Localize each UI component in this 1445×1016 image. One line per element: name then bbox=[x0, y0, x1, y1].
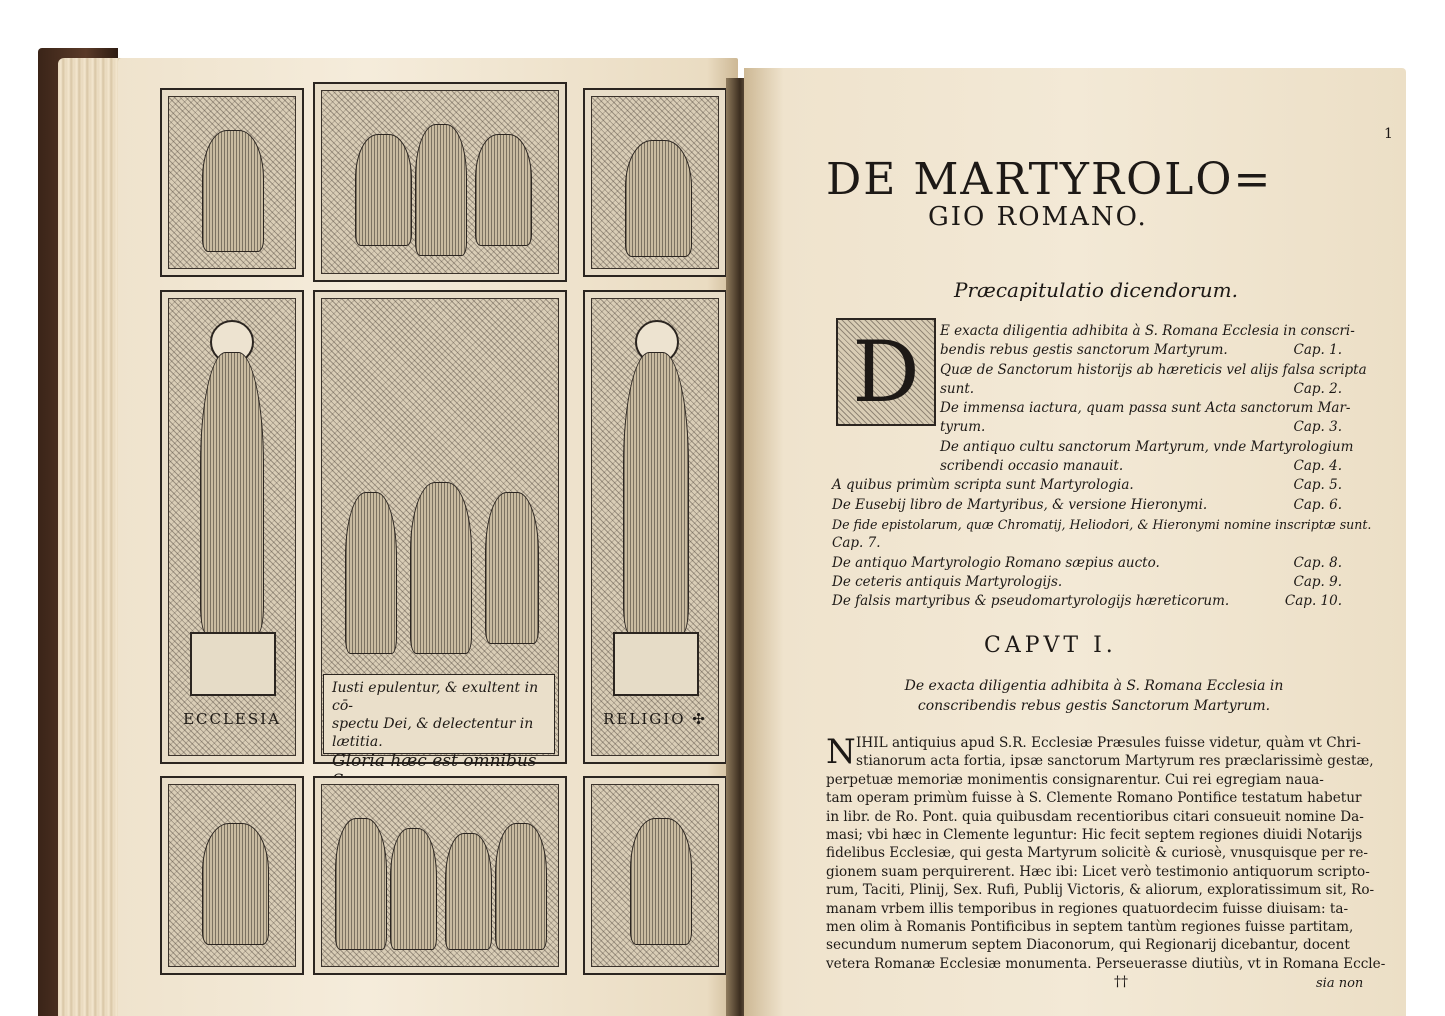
engraving-popes bbox=[313, 776, 567, 975]
right-page-text bbox=[744, 68, 1406, 1016]
engraving-top-right bbox=[583, 88, 727, 277]
title-line-1: DE MARTYROLO= bbox=[826, 154, 1273, 205]
body-line: masi; vbi hæc in Clemente leguntur: Hic fecit septem regiones diuidi Notarijs bbox=[826, 827, 1363, 844]
body-initial: N bbox=[826, 732, 856, 772]
toc-row: E exacta diligentia adhibita à S. Romana Ecclesia in conscri- bbox=[940, 323, 1355, 339]
caption-line: spectu Dei, & delectentur in lætitia. bbox=[332, 716, 534, 750]
body-line: in libr. de Ro. Pont. quia quibusdam recentioribus citari consueuit nomine Da- bbox=[826, 808, 1364, 825]
body-line: tam operam primùm fuisse à S. Clemente Romano Pontifice testatum habetur bbox=[826, 790, 1362, 807]
body-line: manam vrbem illis temporibus in regiones quatuordecim fuisse diuisam: ta- bbox=[826, 900, 1349, 917]
left-page-engravings bbox=[118, 58, 738, 1016]
body-line: IHIL antiquius apud S.R. Ecclesiæ Præsules fuisse videtur, quàm vt Chri- bbox=[856, 735, 1361, 751]
title-line-2: GIO ROMANO. bbox=[928, 202, 1148, 232]
catchword: sia non bbox=[1316, 976, 1364, 991]
engraving-bottom-right bbox=[583, 776, 727, 975]
toc-row: De antiquo cultu sanctorum Martyrum, vnde Martyrologium bbox=[940, 438, 1354, 455]
toc-row: Cap. 7. bbox=[832, 535, 881, 552]
toc-row: De falsis martyribus & pseudomartyrologijs hæreticorum. Cap. 10. bbox=[832, 593, 1342, 610]
engraving-religio bbox=[583, 290, 727, 764]
caption-line: Iusti epulentur, & exultent in cō- bbox=[332, 680, 539, 714]
toc-row: bendis rebus gestis sanctorum Martyrum. Cap. 1. bbox=[940, 342, 1342, 359]
engraving-heavenly-court bbox=[313, 290, 567, 771]
toc-row: De immensa iactura, quam passa sunt Acta sanctorum Mar- bbox=[940, 400, 1351, 417]
subheading: Præcapitulatio dicendorum. bbox=[954, 278, 1238, 302]
engraving-coronation bbox=[313, 82, 567, 282]
signature-mark: †† bbox=[1114, 974, 1128, 990]
chapter-heading: CAPVT I. bbox=[984, 633, 1117, 658]
toc-row: De antiquo Martyrologio Romano sæpius aucto. Cap. 8. bbox=[832, 554, 1342, 571]
open-book bbox=[38, 48, 1406, 1016]
body-line: perpetuæ memoriæ monimentis consignarentur. Cui rei egregiam naua- bbox=[826, 771, 1324, 788]
toc-row: scribendi occasio manauit. Cap. 4. bbox=[940, 458, 1342, 475]
toc-row: sunt. Cap. 2. bbox=[940, 380, 1342, 397]
engraving-ecclesia bbox=[160, 290, 304, 764]
plate-caption bbox=[323, 674, 555, 771]
ecclesia-label: ECCLESIA bbox=[183, 710, 281, 728]
toc-row: Quæ de Sanctorum historijs ab hæreticis vel alijs falsa scripta bbox=[940, 361, 1367, 378]
chapter-body bbox=[826, 734, 1386, 973]
body-line: secundum numerum septem Diaconorum, qui Regionarij dicebantur, docent bbox=[826, 937, 1350, 954]
body-line: rum, Taciti, Plinij, Sex. Rufi, Publij Victoris, & aliorum, exploratissimum sit, Ro- bbox=[826, 882, 1375, 899]
toc-row: De ceteris antiquis Martyrologijs. Cap. 9. bbox=[832, 573, 1342, 590]
religio-label: RELIGIO ✣ bbox=[603, 710, 707, 728]
body-line: stianorum acta fortia, ipsæ sanctorum Martyrum res præclarissimè gestæ, bbox=[856, 753, 1374, 770]
body-line: gionem suam perquirerent. Hæc ibi: Licet verò testimonio antiquorum scripto- bbox=[826, 863, 1370, 880]
body-line: vetera Romanæ Ecclesiæ monumenta. Perseuerasse diutiùs, vt in Romana Eccle- bbox=[826, 955, 1386, 972]
engraving-bottom-left bbox=[160, 776, 304, 975]
engraving-top-left bbox=[160, 88, 304, 277]
chapter-description: De exacta diligentia adhibita à S. Romana Ecclesia in conscribendis rebus gestis Sanctorum Martyrum. bbox=[904, 678, 1284, 714]
body-line: fidelibus Ecclesiæ, qui gesta Martyrum solicitè & curiosè, vnusquisque per re- bbox=[826, 845, 1369, 862]
caption-line: Gloria hæc est omnibus bbox=[332, 751, 537, 771]
toc-row: De fide epistolarum, quæ Chromatij, Heliodori, & Hieronymi nomine inscriptæ sunt. bbox=[832, 516, 1372, 532]
body-line: men olim à Romanis Pontificibus in septem tantùm regiones fuisse partitam, bbox=[826, 919, 1354, 936]
toc-row: A quibus primùm scripta sunt Martyrologia. Cap. 5. bbox=[832, 477, 1342, 494]
page-number: 1 bbox=[1384, 126, 1393, 142]
toc-row: De Eusebij libro de Martyribus, & versione Hieronymi. Cap. 6. bbox=[832, 496, 1342, 513]
chapter-summary-list bbox=[832, 322, 1372, 611]
toc-row: tyrum. Cap. 3. bbox=[940, 419, 1342, 436]
ornamental-dropcap: D bbox=[836, 318, 936, 426]
